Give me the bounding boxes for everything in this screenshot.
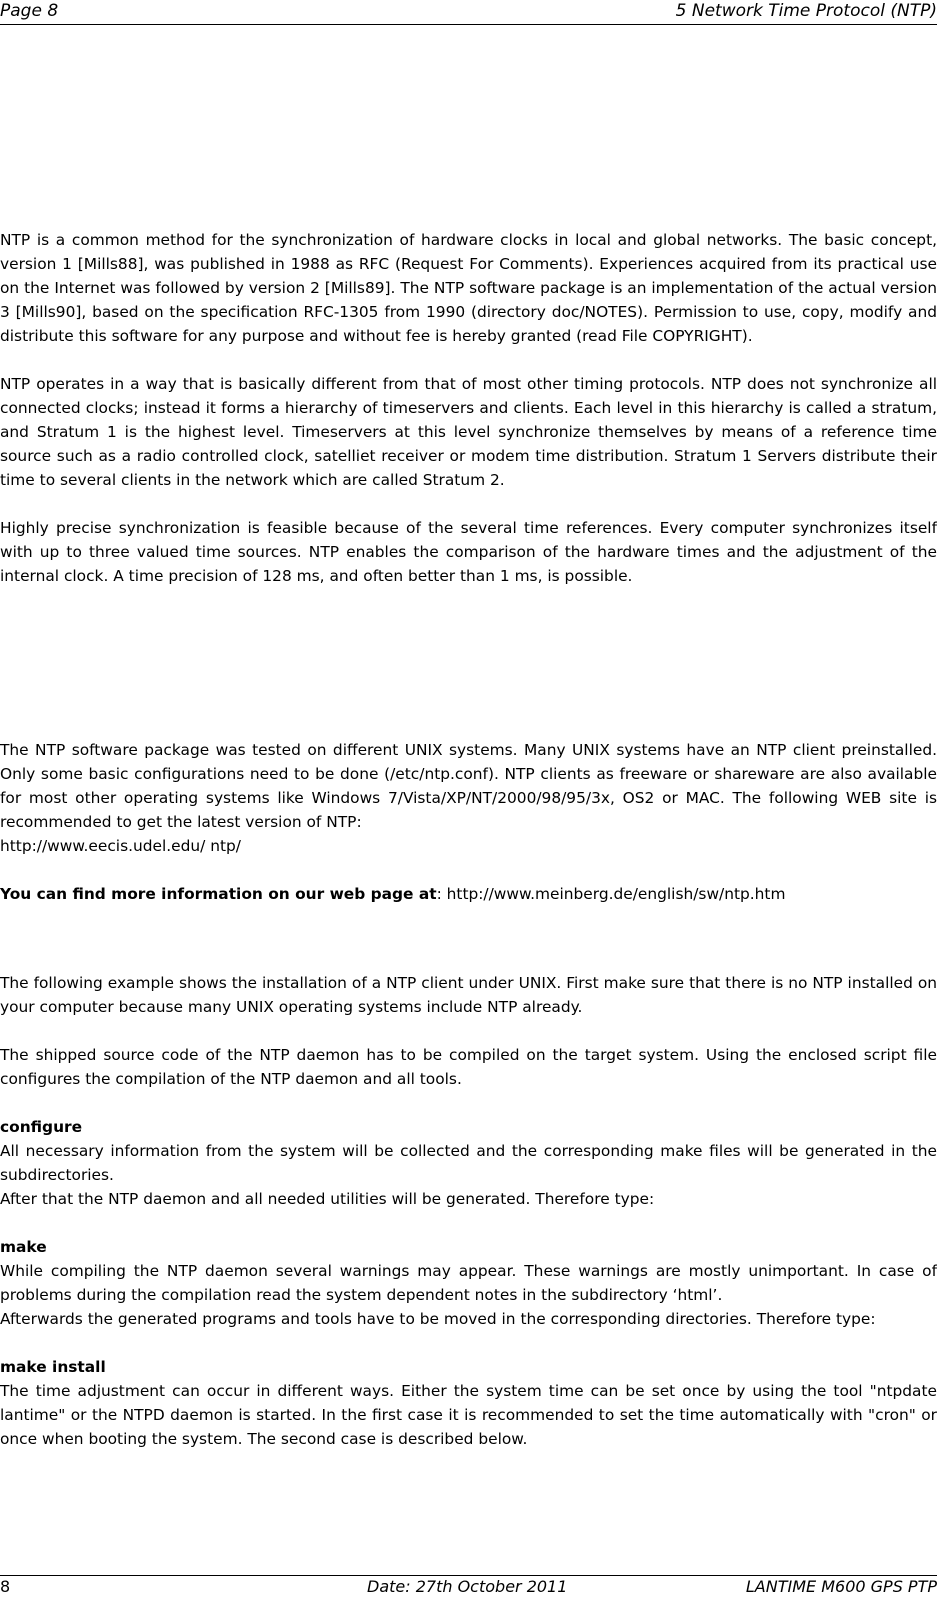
more-info-line: [0, 882, 937, 906]
install-paragraph-3: All necessary information from the system will be collected and the corresponding make files will be generated in the subdirectories.: [0, 1142, 937, 1184]
install-paragraph-1: The following example shows the installation of a NTP client under UNIX. First make sure that there is no NTP installed on your computer because many UNIX operating systems include NTP already.: [0, 974, 937, 1016]
install-paragraph-7: The time adjustment can occur in different ways. Either the system time can be set once by using the tool "ntpdate lantime" or the NTPD daemon is started. In the first case it is recommended to set the time automatically with "cron" or once when booting the system. The second case is described below.: [0, 1382, 937, 1448]
section-ntp-install: [0, 971, 937, 1451]
install-paragraph-5: While compiling the NTP daemon several warnings may appear. These warnings are mostly unimportant. In case of problems during the compilation read the system dependent notes in the subdirectory ‘html’.: [0, 1262, 937, 1304]
section-ntp-software: [0, 738, 937, 906]
more-info-label: You can find more information on our web page at: [0, 885, 437, 903]
section-ntp-intro: [0, 228, 937, 588]
install-paragraph-2: The shipped source code of the NTP daemon has to be compiled on the target system. Using the enclosed script file configures the compilation of the NTP daemon and all tools.: [0, 1046, 937, 1088]
header-chapter-title: 5 Network Time Protocol (NTP): [675, 1, 937, 21]
more-info-url: : http://www.meinberg.de/english/sw/ntp.htm: [436, 885, 786, 903]
command-configure: configure: [0, 1118, 83, 1136]
footer-product: LANTIME M600 GPS PTP: [745, 1577, 937, 1596]
install-paragraph-6: Afterwards the generated programs and tools have to be moved in the corresponding directories. Therefore type:: [0, 1310, 876, 1328]
page-footer: [0, 1575, 937, 1599]
page-header: [0, 0, 937, 25]
intro-paragraph-1: NTP is a common method for the synchronization of hardware clocks in local and global networks. The basic concept, version 1 [Mills88], was published in 1988 as RFC (Request For Comments). Experiences acquired from its practical use on the Internet was followed by version 2 [Mills89]. The NTP software package is an implementation of the actual version 3 [Mills90], based on the specification RFC-1305 from 1990 (directory doc/NOTES). Permission to use, copy, modify and distribute this software for any purpose and without fee is hereby granted (read File COPYRIGHT).: [0, 231, 937, 345]
header-page-label: Page 8: [0, 1, 59, 21]
install-paragraph-4: After that the NTP daemon and all needed utilities will be generated. Therefore type:: [0, 1190, 655, 1208]
command-make: make: [0, 1238, 47, 1256]
software-paragraph: The NTP software package was tested on different UNIX systems. Many UNIX systems have an NTP client preinstalled. Only some basic configurations need to be done (/etc/ntp.conf). NTP clients as freeware or shareware are also available for most other operating systems like Windows 7/Vista/XP/NT/2000/98/95/3x, OS2 or MAC. The following WEB site is recommended to get the latest version of NTP:: [0, 741, 937, 831]
command-make-install: make install: [0, 1358, 106, 1376]
software-url: http://www.eecis.udel.edu/ ntp/: [0, 837, 241, 855]
intro-paragraph-3: Highly precise synchronization is feasible because of the several time references. Every computer synchronizes itself with up to three valued time sources. NTP enables the comparison of the hardware times and the adjustment of the internal clock. A time precision of 128 ms, and often better than 1 ms, is possible.: [0, 519, 937, 585]
footer-date: Date: 27th October 2011: [367, 1577, 568, 1596]
intro-paragraph-2: NTP operates in a way that is basically different from that of most other timing protocols. NTP does not synchronize all connected clocks; instead it forms a hierarchy of timeservers and clients. Each level in this hierarchy is called a stratum, and Stratum 1 is the highest level. Timeservers at this level synchronize themselves by means of a reference time source such as a radio controlled clock, satelliet receiver or modem time distribution. Stratum 1 Servers distribute their time to several clients in the network which are called Stratum 2.: [0, 375, 937, 489]
footer-page-number: 8: [0, 1577, 11, 1596]
